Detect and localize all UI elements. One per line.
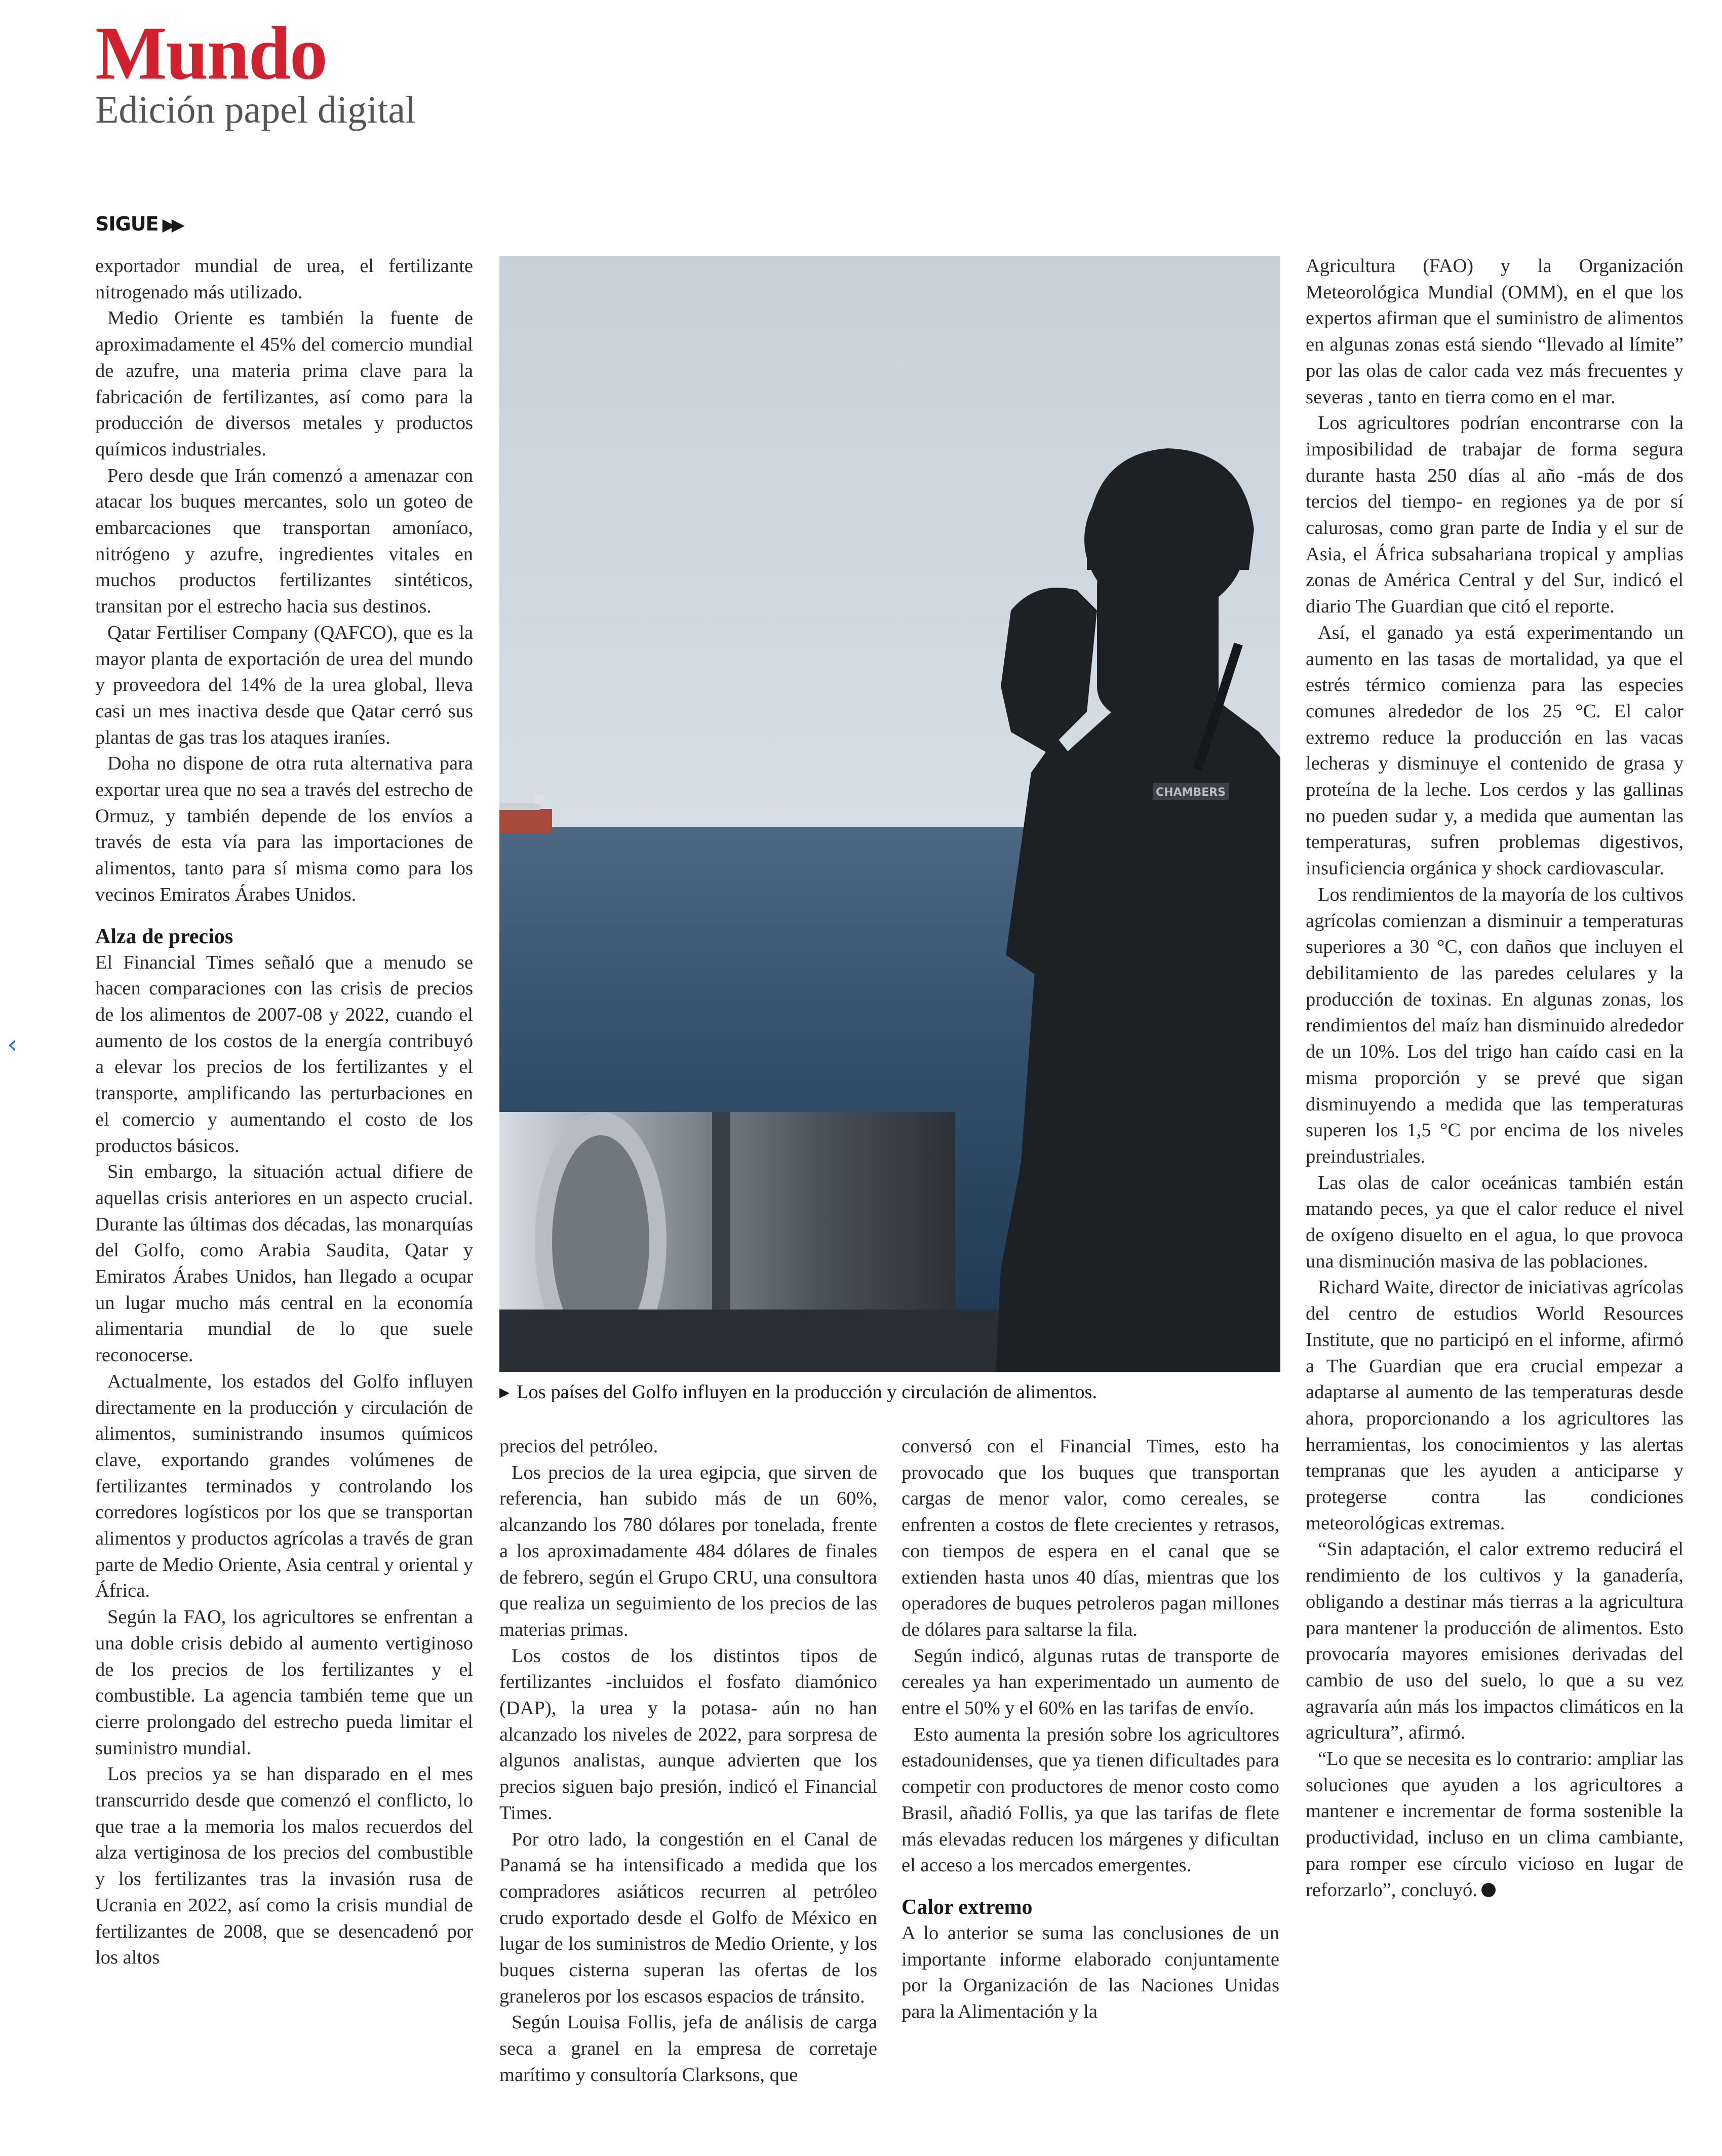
paragraph: Richard Waite, director de iniciativas agrícolas del centro de estudios World Resources Institute, que no participó en el informe, afirmó a The Guardian que era crucial empezar a adaptarse al aumento de las temperaturas desde ahora, proporcionando a los agricultores las herramientas, los conocimientos y las alertas tempranas que les ayuden a anticiparse y protegerse contra las condiciones meteorológicas extremas. — [1306, 1277, 1684, 1534]
subheading-calor-extremo: Calor extremo — [902, 1895, 1033, 1919]
paragraph: Según indicó, algunas rutas de transporte de cereales ya han experimentado un aumento de entre el 50% y el 60% en las tarifas de envío. — [902, 1645, 1279, 1719]
paragraph: Medio Oriente es también la fuente de aproximadamente el 45% del comercio mundial de azufre, una materia prima clave para la fabricación de fertilizantes, así como para la producción de diversos metales y productos químicos industriales. — [95, 307, 473, 460]
article-column-1 — [95, 253, 473, 2123]
caption-text: Los países del Golfo influyen en la producción y circulación de alimentos. — [517, 1381, 1098, 1403]
paragraph: Según la FAO, los agricultores se enfrentan a una doble crisis debido al aumento vertiginoso de los precios de los fertilizantes y el combustible. La agencia también teme que un cierre prolongado del estrecho pueda limitar el suministro mundial. — [95, 1606, 473, 1759]
paragraph: Agricultura (FAO) y la Organización Meteorológica Mundial (OMM), en el que los expertos afirman que el suministro de alimentos en algunas zonas está siendo “llevado al límite” por las olas de calor cada vez más frecuentes y severas , tanto en tierra como en el mar. — [1306, 255, 1684, 408]
paragraph: Por otro lado, la congestión en el Canal de Panamá se ha intensificado a medida que los compradores asiáticos recurren al petróleo crudo exportado desde el Golfo de México en lugar de los suministros de Medio Oriente, y los buques cisterna superan las ofertas de los graneleros por los escasos espacios de tránsito. — [499, 1828, 877, 2007]
article-column-2 — [499, 1434, 877, 2123]
paragraph: “Sin adaptación, el calor extremo reducirá el rendimiento de los cultivos y la ganadería, obligando a destinar más tierras a la agricultura para mantener la producción de alimentos. Esto provocaría mayores emisiones derivadas del cambio de uso del suelo, lo que a su vez agravaría aún más los impactos climáticos en la agricultura”, afirmó. — [1306, 1538, 1684, 1744]
name-patch-text: CHAMBERS — [1155, 786, 1226, 799]
end-of-article-icon — [1481, 1883, 1496, 1897]
sigue-text: SIGUE — [95, 213, 159, 235]
paragraph: Las olas de calor oceánicas también están matando peces, ya que el calor reduce el nivel de oxígeno disuelto en el agua, lo que provoca una disminución masiva de las poblaciones. — [1306, 1172, 1684, 1272]
paragraph: conversó con el Financial Times, esto ha provocado que los buques que transportan cargas de menor valor, como cereales, se enfrenten a costos de flete crecientes y retrasos, con tiempos de espera en el canal que se extienden hasta unos 40 días, mientras que los operadores de buques petroleros pagan millones de dólares para saltarse la fila. — [902, 1436, 1279, 1640]
paragraph: Esto aumenta la presión sobre los agricultores estadounidenses, que ya tienen dificultades para competir con productores de menor costo como Brasil, añadió Follis, ya que las tarifas de flete más elevadas reducen los márgenes y dificultan el acceso a los mercados emergentes. — [902, 1723, 1279, 1876]
chevron-left-icon[interactable]: ‹ — [7, 1029, 18, 1060]
continued-label — [95, 212, 181, 237]
paragraph: A lo anterior se suma las conclusiones de un importante informe elaborado conjuntamente por la Organización de las Naciones Unidas para la Alimentación y la — [902, 1922, 1279, 2023]
paragraph: Así, el ganado ya está experimentando un aumento en las tasas de mortalidad, ya que el estrés térmico comienza para las especies comunes alrededor de los 25 °C. El calor extremo reduce la producción en las vacas lecheras y disminuye el contenido de grasa y proteína de la leche. Los cerdos y las gallinas no pueden sudar y, a medida que aumentan las temperaturas, sufren problemas digestivos, insuficiencia orgánica y shock cardiovascular. — [1306, 622, 1684, 879]
paragraph: Los costos de los distintos tipos de fertilizantes -incluidos el fosfato diamónico (DAP), la urea y la potasa- aún no han alcanzado los niveles de 2022, para sorpresa de algunos analistas, aunque advierten que los precios siguen bajo presión, indicó el Financial Times. — [499, 1645, 877, 1824]
paragraph: Pero desde que Irán comenzó a amenazar con atacar los buques mercantes, solo un goteo de embarcaciones que transportan amoníaco, nitrógeno y azufre, ingredientes vitales en muchos productos fertilizantes sintéticos, transitan por el estrecho hacia sus destinos. — [95, 465, 473, 618]
paragraph: Sin embargo, la situación actual difiere de aquellas crisis anteriores en un aspecto crucial. Durante las últimas dos décadas, las monarquías del Golfo, como Arabia Saudita, Qatar y Emiratos Árabes Unidos, han llegado a ocupar un lugar mucho más central en la economía alimentaria mundial de lo que suele reconocerse. — [95, 1161, 473, 1366]
paragraph: Doha no dispone de otra ruta alternativa para exportar urea que no sea a través del estrecho de Ormuz, y también depende de los envíos a través de esta vía para las importaciones de alimentos, tanto para sí misma como para los vecinos Emiratos Árabes Unidos. — [95, 753, 473, 905]
paragraph: precios del petróleo. — [499, 1436, 658, 1457]
paragraph: Qatar Fertiliser Company (QAFCO), que es la mayor planta de exportación de urea del mundo y proveedora del 14% de la urea global, lleva casi un mes inactiva desde que Qatar cerró sus plantas de gas tras los ataques iraníes. — [95, 622, 473, 748]
paragraph: Los agricultores podrían encontrarse con la imposibilidad de trabajar de forma segura durante hasta 250 días al año -más de dos tercios del tiempo- en regiones ya de por sí calurosas, como gran parte de India y el sur de Asia, el África subsahariana tropical y amplias zonas de América Central y del Sur, indicó el diario The Guardian que citó el reporte. — [1306, 412, 1684, 618]
final-paragraph-text: “Lo que se necesita es lo contrario: ampliar las soluciones que ayuden a los agricultores a mantener e incrementar de forma sostenible la productividad, incluso en un clima cambiante, para romper ese círculo vicioso en lugar de reforzarlo”, concluyó. — [1306, 1748, 1684, 1901]
paragraph — [1306, 1746, 1684, 1903]
paragraph: exportador mundial de urea, el fertilizante nitrogenado más utilizado. — [95, 255, 473, 303]
article-column-3 — [902, 1434, 1279, 2123]
paragraph: Actualmente, los estados del Golfo influyen directamente en la producción y circulación de alimentos, suministrando insumos químicos clave, exportando grandes volúmenes de fertilizantes terminados y controlando los corredores logísticos por los que se transportan alimentos y productos agrícolas a través de gran parte de Medio Oriente, Asia central y oriental y África. — [95, 1370, 473, 1602]
subheading-alza-de-precios: Alza de precios — [95, 925, 233, 948]
section-title: Mundo — [95, 11, 327, 95]
paragraph: Los precios de la urea egipcia, que sirven de referencia, han subido más de un 60%, alcanzando los 780 dólares por tonelada, frente a los aproximadamente 484 dólares de finales de febrero, según el Grupo CRU, una consultora que realiza un seguimiento de los precios de las materias primas. — [499, 1461, 877, 1640]
double-arrow-right-icon: ▶▶ — [162, 215, 181, 235]
photo-caption — [499, 1379, 1280, 1406]
soldier-at-sea-illustration — [499, 256, 1280, 1372]
paragraph: Según Louisa Follis, jefa de análisis de carga seca a granel en la empresa de corretaje marítimo y consultoría Clarksons, que — [499, 2012, 877, 2086]
paragraph: El Financial Times señaló que a menudo se hacen comparaciones con las crisis de precios de los alimentos de 2007-08 y 2022, cuando el aumento de los costos de la energía contribuyó a elevar los precios de los fertilizantes y el transporte, amplificando las perturbaciones en el comercio y aumentando el costo de los productos básicos. — [95, 951, 473, 1157]
paragraph: Los precios ya se han disparado en el mes transcurrido desde que comenzó el conflicto, lo que trae a la memoria los malos recuerdos del alza vertiginosa de los precios del combustible y los fertilizantes tras la invasión rusa de Ucrania en 2022, así como la crisis mundial de fertilizantes de 2008, que se desencadenó por los altos — [95, 1763, 473, 1969]
edition-subtitle: Edición papel digital — [95, 89, 416, 131]
article-column-4 — [1306, 253, 1684, 2123]
paragraph: Los rendimientos de la mayoría de los cultivos agrícolas comienzan a disminuir a temperaturas superiores a 30 °C, con daños que incluyen el debilitamiento de las paredes celulares y la producción de toxinas. En algunas zonas, los rendimientos del maíz han disminuido alrededor de un 10%. Los del trigo han caído casi en la misma proporción y se prevé que sigan disminuyendo a medida que las temperaturas superen los 1,5 °C por encima de los niveles preindustriales. — [1306, 883, 1684, 1167]
article-photo — [499, 256, 1280, 1372]
caption-triangle-icon: ▶ — [499, 1385, 510, 1400]
